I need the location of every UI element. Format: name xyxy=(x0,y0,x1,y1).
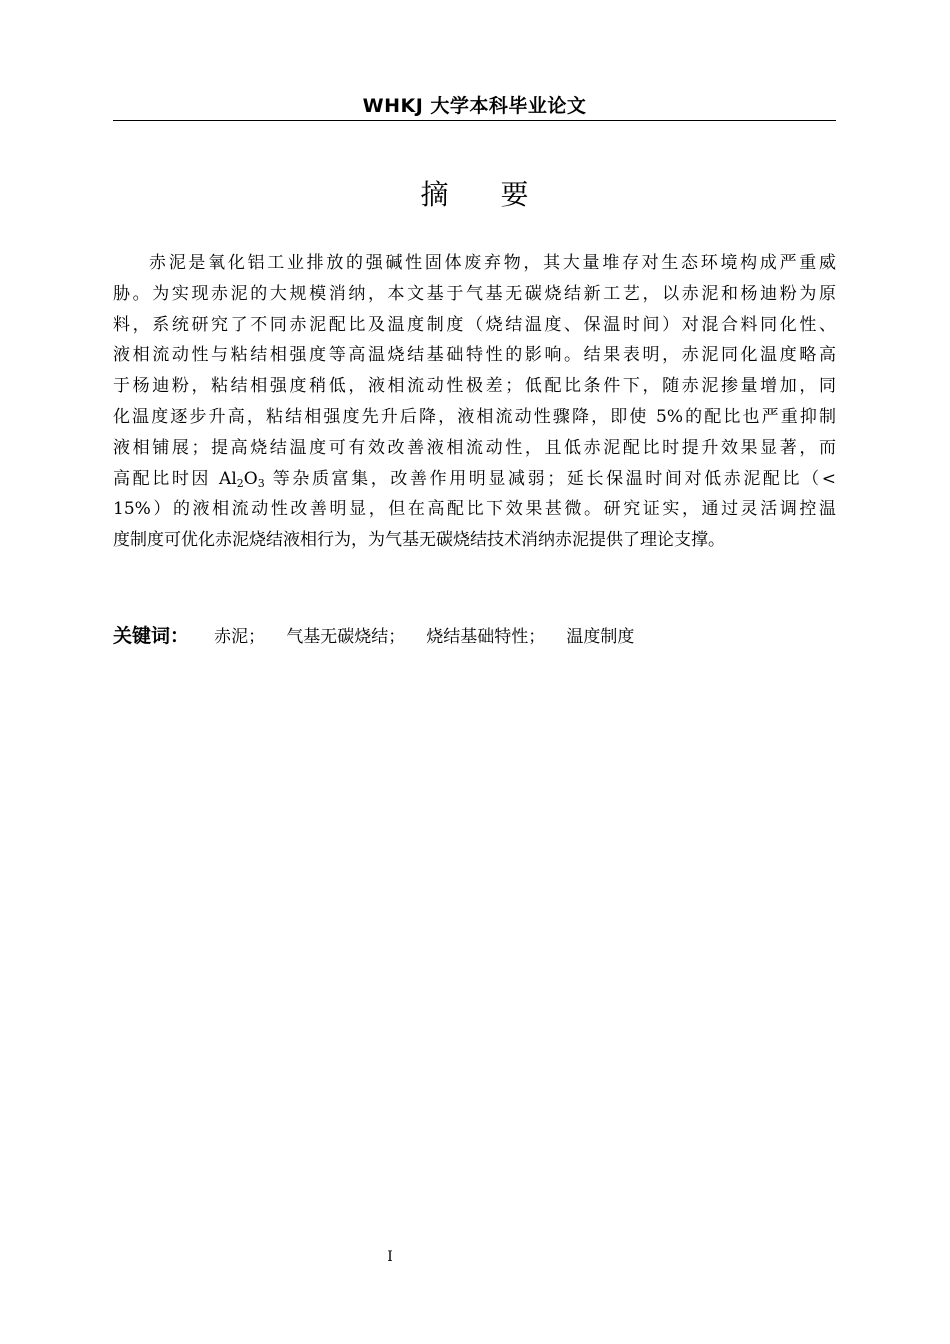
running-header xyxy=(113,93,836,119)
abstract-line: 料，系统研究了不同赤泥配比及温度制度（烧结温度、保温时间）对混合料同化性、 xyxy=(113,314,836,335)
page-number: I xyxy=(387,1249,393,1265)
abstract-line: 赤泥是氧化铝工业排放的强碱性固体废弃物，其大量堆存对生态环境构成严重威 xyxy=(149,253,836,273)
keywords-label: 关键词： xyxy=(113,625,190,647)
abstract-line: 液相铺展；提高烧结温度可有效改善液相流动性，且低赤泥配比时提升效果显著，而 xyxy=(113,437,836,458)
keyword-separator: ； xyxy=(388,627,406,647)
abstract-line: 液相流动性与粘结相强度等高温烧结基础特性的影响。结果表明，赤泥同化温度略高 xyxy=(113,345,836,366)
formula-suffix: 等杂质富集，改善作用明显减弱；延长保温时间对低赤泥配比（< xyxy=(264,468,836,489)
formula-prefix: 高配比时因 Al xyxy=(113,468,237,489)
keywords-line xyxy=(113,621,836,651)
formula-subscript-3: 3 xyxy=(257,476,265,490)
abstract-body xyxy=(113,248,836,556)
abstract-line: 于杨迪粉，粘结相强度稍低，液相流动性极差；低配比条件下，随赤泥掺量增加，同 xyxy=(113,376,836,397)
abstract-line: 胁。为实现赤泥的大规模消纳，本文基于气基无碳烧结新工艺，以赤泥和杨迪粉为原 xyxy=(113,283,836,304)
header-rule xyxy=(113,120,836,121)
keyword-item: 气基无碳烧结 xyxy=(286,627,389,647)
keyword-item: 赤泥 xyxy=(214,627,249,647)
keyword-item: 烧结基础特性 xyxy=(426,627,529,647)
abstract-title-char-2: 要 xyxy=(500,178,529,211)
header-title: WHKJ 大学本科毕业论文 xyxy=(362,95,587,117)
formula-oxygen: O xyxy=(243,468,258,489)
keyword-separator: ； xyxy=(528,627,546,647)
formula-subscript-2: 2 xyxy=(236,476,244,490)
abstract-title xyxy=(113,176,836,214)
abstract-line: 15%）的液相流动性改善明显，但在高配比下效果甚微。研究证实，通过灵活调控温 xyxy=(113,499,836,520)
abstract-title-char-1: 摘 xyxy=(420,178,449,211)
keyword-item: 温度制度 xyxy=(566,627,635,647)
keyword-separator: ； xyxy=(248,627,266,647)
abstract-line: 化温度逐步升高，粘结相强度先升后降，液相流动性骤降，即使 5%的配比也严重抑制 xyxy=(113,406,836,427)
abstract-line: 度制度可优化赤泥烧结液相行为，为气基无碳烧结技术消纳赤泥提供了理论支撑。 xyxy=(113,530,725,551)
abstract-line-formula xyxy=(113,464,836,495)
